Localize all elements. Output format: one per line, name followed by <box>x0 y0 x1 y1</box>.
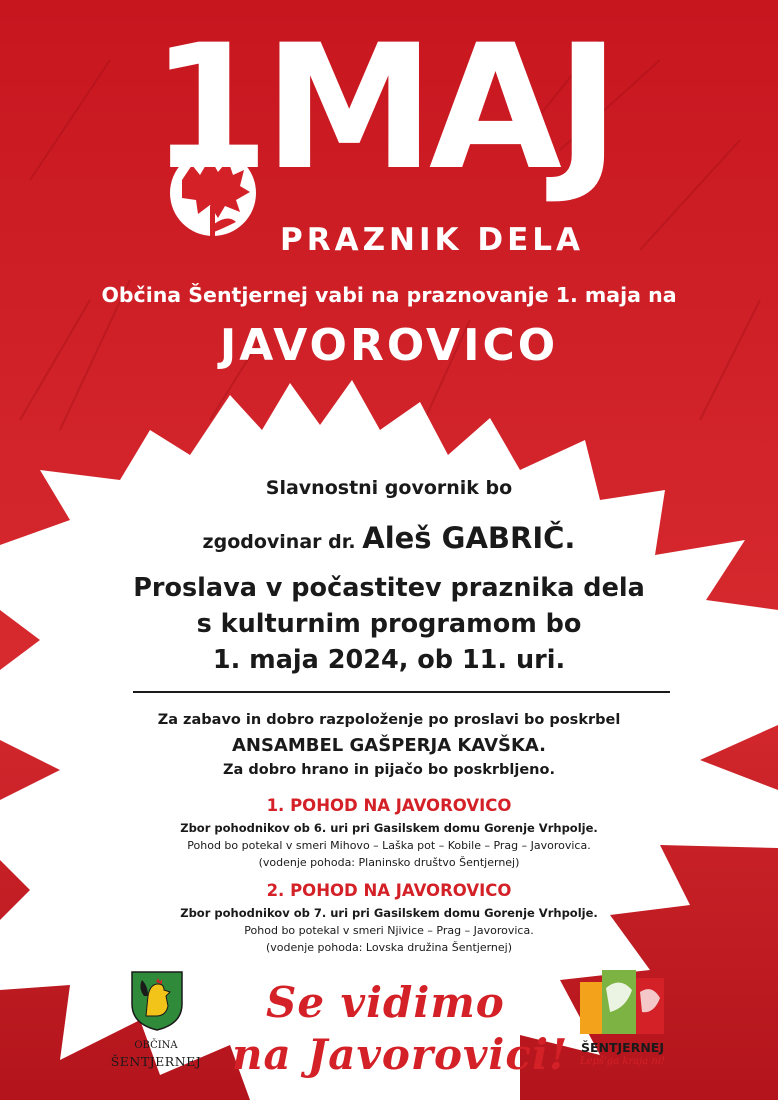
hike-2-route: Pohod bo potekal v smeri Njivice – Prag – Javorovica. <box>244 924 534 937</box>
entertainment-intro: Za zabavo in dobro razpoloženje po proslavi bo poskrbel <box>157 712 621 728</box>
divider-line <box>133 691 670 693</box>
celebration-line-3: 1. maja 2024, ob 11. uri. <box>212 645 566 675</box>
hike-2-title: 2. POHOD NA JAVOROVICO <box>266 881 512 900</box>
slogan-line-2: na Javorovici! <box>232 1030 569 1079</box>
municipality-crest-icon <box>130 970 184 1032</box>
location-title: JAVOROVICO <box>219 320 559 371</box>
hike-1-gathering: Zbor pohodnikov ob 6. uri pri Gasilskem domu Gorenje Vrhpolje. <box>180 821 598 835</box>
speaker-intro: Slavnostni govornik bo <box>265 477 513 499</box>
food-note: Za dobro hrano in pijačo bo poskrbljeno. <box>223 762 555 778</box>
municipality-name: ŠENTJERNEJ <box>110 1054 202 1069</box>
municipality-label <box>106 1038 206 1070</box>
tourism-brand-logo-icon <box>580 968 664 1034</box>
subtitle: PRAZNIK DELA <box>280 222 585 258</box>
speaker-name: Aleš GABRIČ. <box>362 521 576 555</box>
celebration-text <box>0 570 778 678</box>
hike-1-guide: (vodenje pohoda: Planinsko društvo Šentjernej) <box>258 856 520 869</box>
brand-tagline: Lepš'ga kraja ni! <box>579 1056 666 1067</box>
invitation-text: Občina Šentjernej vabi na praznovanje 1. maja na <box>101 283 677 307</box>
title-block <box>150 7 640 235</box>
main-title: 1MAJ <box>150 7 614 208</box>
speaker-line <box>0 521 778 555</box>
hike-1-route: Pohod bo potekal v smeri Mihovo – Laška pot – Kobile – Prag – Javorovica. <box>187 839 591 852</box>
hike-2-guide: (vodenje pohoda: Lovska družina Šentjernej) <box>265 941 513 954</box>
slogan-line-1: Se vidimo <box>266 978 505 1027</box>
municipality-label-top: OBČINA <box>134 1040 178 1051</box>
band-name: ANSAMBEL GAŠPERJA KAVŠKA. <box>231 735 547 756</box>
celebration-line-2: s kulturnim programom bo <box>196 609 582 639</box>
hike-1-title: 1. POHOD NA JAVOROVICO <box>266 796 512 815</box>
hike-2-gathering: Zbor pohodnikov ob 7. uri pri Gasilskem domu Gorenje Vrhpolje. <box>180 906 598 920</box>
celebration-line-1: Proslava v počastitev praznika dela <box>133 573 645 603</box>
brand-name: ŠENTJERNEJ <box>581 1040 664 1055</box>
speaker-prefix: zgodovinar dr. <box>202 531 356 553</box>
